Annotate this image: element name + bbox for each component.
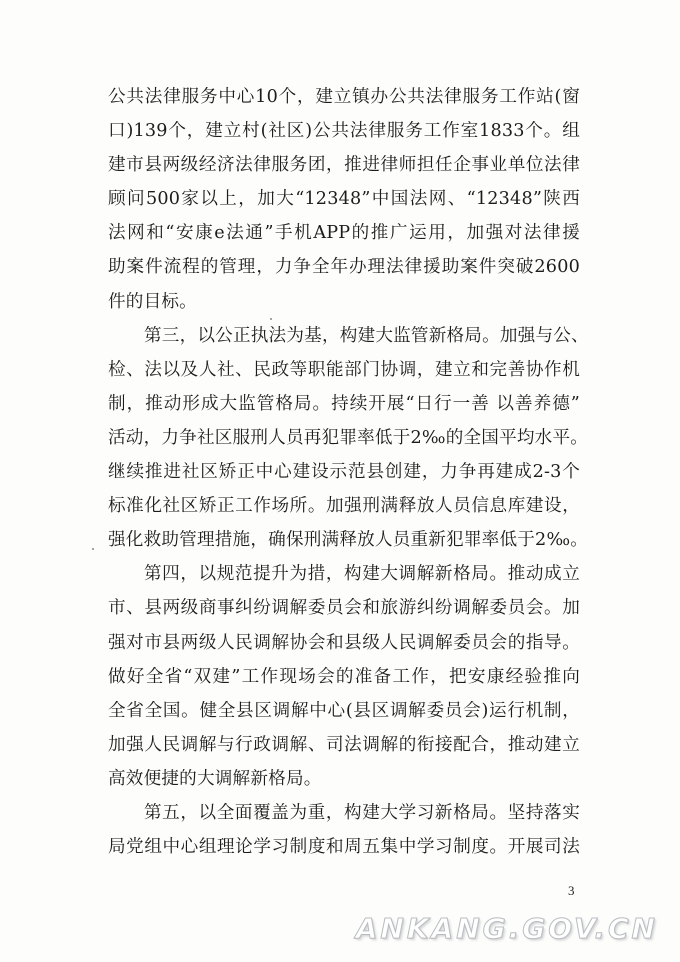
scan-speck	[270, 318, 272, 320]
text-line: 高效便捷的大调解新格局。	[108, 768, 322, 789]
paragraph-start-line: 第四，以规范提升为措，构建大调解新格局。推动成立	[144, 564, 580, 585]
text-line: 公共法律服务中心10个，建立镇办公共法律服务工作站(窗	[108, 87, 580, 107]
text-line: 口)139个，建立村(社区)公共法律服务工作室1833个。组	[108, 121, 580, 142]
text-line: 强对市县两级人民调解协会和县级人民调解委员会的指导。	[108, 632, 580, 653]
text-line: 助案件流程的管理，力争全年办理法律援助案件突破2600	[108, 257, 580, 278]
text-line: 市、县两级商事纠纷调解委员会和旅游纠纷调解委员会。加	[108, 598, 580, 619]
document-body	[108, 80, 589, 864]
text-line: 顾问500家以上，加大“12348”中国法网、“12348”陕西	[108, 189, 580, 210]
text-line: 检、法以及人社、民政等职能部门协调，建立和完善协作机	[108, 359, 580, 380]
text-line: 标准化社区矫正工作场所。加强刑满释放人员信息库建设，	[108, 496, 580, 517]
text-line: 做好全省“双建”工作现场会的准备工作，把安康经验推向	[108, 666, 580, 687]
site-watermark: ANKANG.GOV.CN	[355, 912, 658, 945]
paragraph-start-line: 第五，以全面覆盖为重，构建大学习新格局。坚持落实	[144, 802, 580, 823]
page-number: 3	[568, 883, 575, 898]
text-line: 加强人民调解与行政调解、司法调解的衔接配合，推动建立	[108, 734, 580, 755]
text-line: 件的目标。	[108, 291, 197, 312]
text-line: 继续推进社区矫正中心建设示范县创建，力争再建成2-3个	[108, 462, 580, 483]
scan-speck	[92, 548, 94, 550]
text-line: 局党组中心组理论学习制度和周五集中学习制度。开展司法	[108, 837, 580, 858]
text-line: 全省全国。健全县区调解中心(县区调解委员会)运行机制，	[108, 700, 580, 721]
text-line: 法网和“安康e法通”手机APP的推广运用，加强对法律援	[108, 223, 580, 244]
paragraph-start-line: 第三，以公正执法为基，构建大监管新格局。加强与公、	[144, 325, 589, 346]
text-line: 制，推动形成大监管格局。持续开展“日行一善 以善养德”	[108, 393, 580, 414]
text-line: 强化救助管理措施，确保刑满释放人员重新犯罪率低于2‰。	[108, 530, 589, 551]
text-line: 建市县两级经济法律服务团，推进律师担任企事业单位法律	[108, 155, 580, 176]
text-line: 活动，力争社区服刑人员再犯罪率低于2‰的全国平均水平。	[108, 427, 589, 448]
